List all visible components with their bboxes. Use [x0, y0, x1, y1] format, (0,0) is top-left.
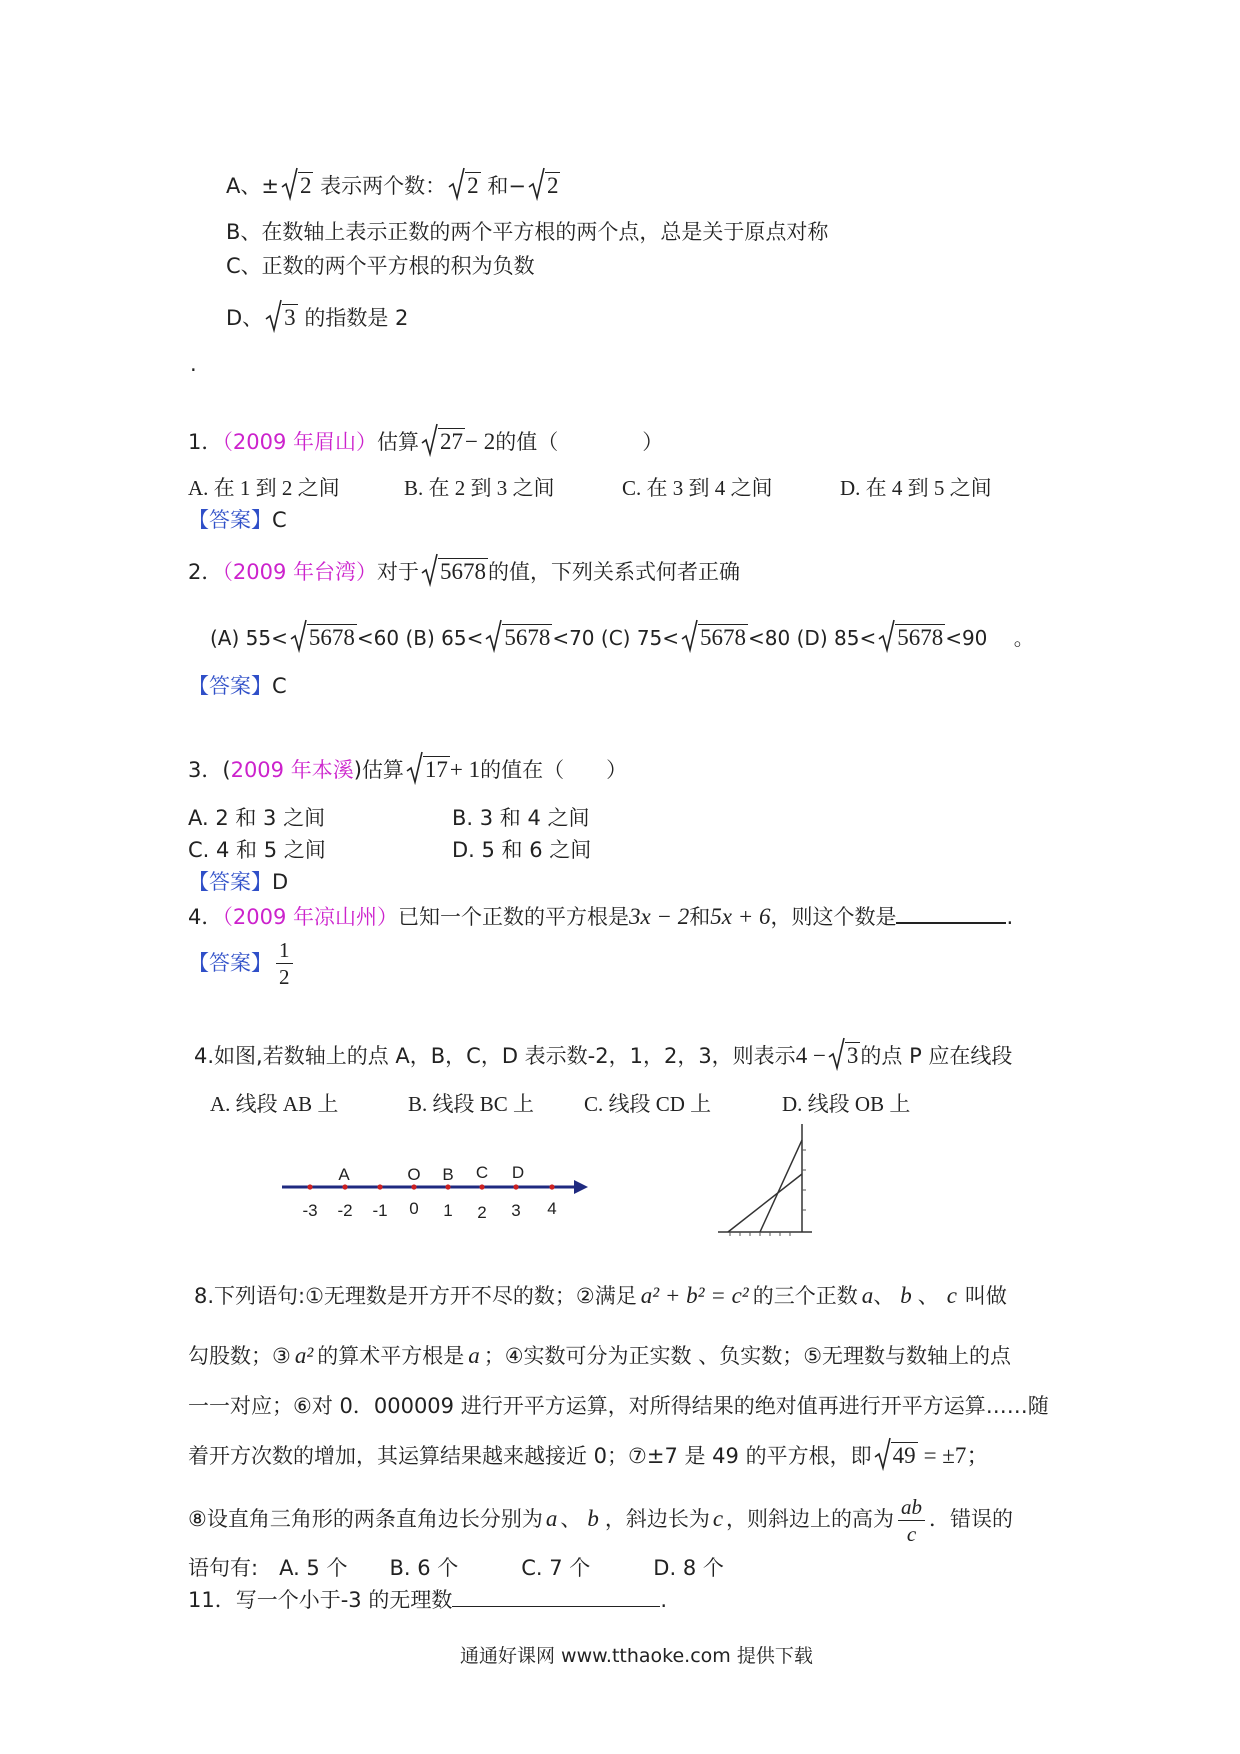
question-8-line-2: 勾股数；③ a² 的算术平方根是 a ；④实数可分为正实数 、负实数；⑤无理数与数轴上的点 [188, 1343, 1012, 1368]
question-4-answer: 【答案】 $\frac{1}{2}$ [188, 934, 297, 991]
radical-sign-icon [421, 423, 438, 457]
question-2: 2．（2009 年台湾）对于 5678的值，下列关系式何者正确 [188, 558, 740, 586]
sqrt: 2 [281, 172, 314, 200]
question-3-answer: 【答案】D [188, 870, 289, 894]
tick-label: 4 [547, 1199, 557, 1218]
point-label-d: D [511, 1163, 525, 1182]
radical-sign-icon [528, 167, 545, 201]
point-label-c: C [475, 1163, 489, 1182]
question-4: 4．（2009 年凉山州）已知一个正数的平方根是3x − 2和5x + 6，则这个数是 . [188, 900, 1013, 931]
answer-blank[interactable] [896, 900, 1006, 924]
question-8-line-3: 一一对应；⑥对 0．000009 进行开平方运算，对所得结果的绝对值再进行开平方运算……随 [188, 1394, 1049, 1418]
line-sketch-figure [710, 1120, 820, 1238]
option-c: C、正数的两个平方根的积为负数 [226, 254, 535, 278]
sketch-line [760, 1140, 802, 1232]
question-1-answer: 【答案】C [188, 508, 287, 532]
radical-sign-icon [828, 1037, 845, 1071]
radical-sign-icon [485, 619, 502, 653]
question-8-line-5: ⑧设直角三角形的两条直角边长分别为 a 、 b ，斜边长为 c ，则斜边上的高为 $\frac{ab}{c}$ ．错误的 [188, 1494, 1014, 1546]
question-3-choices-row2: C. 4 和 5 之间 D. 5 和 6 之间 [188, 838, 592, 862]
radical-sign-icon [878, 619, 895, 653]
stray-dot: . [190, 352, 197, 376]
radical-sign-icon [265, 299, 282, 333]
question-8-line-4: 着开方次数的增加，其运算结果越来越接近 0；⑦±7 是 49 的平方根，即 49 = ±7； [188, 1442, 989, 1470]
answer-fraction: $\frac{1}{2}$ [276, 937, 293, 990]
question-2-answer: 【答案】C [188, 674, 287, 698]
radical-sign-icon [406, 751, 423, 785]
tick-point [342, 1184, 347, 1189]
radical-sign-icon [448, 167, 465, 201]
question-8-line-1: 8.下列语句:①无理数是开方开不尽的数；②满足 a² + b² = c² 的三个正数 a、 b 、 c 叫做 [194, 1283, 1007, 1308]
question-1: 1．（2009 年眉山）估算 27− 2的值（ ） [188, 428, 663, 456]
tick-point [411, 1184, 416, 1189]
tick-label: 2 [477, 1203, 487, 1222]
point-label-a: A [338, 1165, 350, 1184]
tick-point [445, 1184, 450, 1189]
tick-label: -3 [302, 1201, 318, 1220]
question-1-choices: A. 在 1 到 2 之间 B. 在 2 到 3 之间 C. 在 3 到 4 之间 D. 在 4 到 5 之间 [188, 476, 992, 500]
page-footer: 通通好课网 www.tthaoke.com 提供下载 [460, 1645, 813, 1667]
tick-point [307, 1184, 312, 1189]
tick-label: 1 [443, 1201, 453, 1220]
option-b: B、在数轴上表示正数的两个平方根的两个点，总是关于原点对称 [226, 220, 829, 244]
radical-sign-icon [874, 1437, 891, 1471]
option-d: D、 3 的指数是 2 [226, 304, 408, 332]
arrow-right-icon [574, 1180, 588, 1194]
question-11: 11．写一个小于-3 的无理数 . [188, 1588, 668, 1612]
tick-point [479, 1184, 484, 1189]
tick-label: -1 [372, 1201, 388, 1220]
number-line-figure [270, 1150, 600, 1240]
radical-sign-icon [281, 167, 298, 201]
tick-label: 0 [409, 1199, 419, 1218]
radical-sign-icon [421, 553, 438, 587]
option-a: A、± 2 表示两个数： 2 和− 2 [226, 172, 560, 200]
tick-point [549, 1184, 554, 1189]
radical-sign-icon [681, 619, 698, 653]
question-2-options: (A) 55< 5678 <60 (B) 65< 5678 <70 (C) 75< 5678 <80 (D) 85< 5678 <90 。 [210, 624, 1034, 652]
question-numberline: 4.如图,若数轴上的点 A，B，C，D 表示数-2，1，2，3，则表示4 − 3的点 P 应在线段 [194, 1042, 1012, 1070]
height-fraction: $\frac{ab}{c}$ [898, 1494, 925, 1547]
point-label-b: B [442, 1165, 454, 1184]
radical-sign-icon [290, 619, 307, 653]
question-8-line-6: 语句有: A. 5 个 B. 6 个 C. 7 个 D. 8 个 [188, 1556, 724, 1580]
answer-blank[interactable] [452, 1586, 660, 1607]
sketch-line [728, 1174, 802, 1232]
tick-label: -2 [337, 1201, 353, 1220]
tick-point [377, 1184, 382, 1189]
point-label-o: O [407, 1165, 421, 1184]
question-3: 3．(2009 年本溪)估算 17+ 1的值在（ ） [188, 756, 627, 784]
tick-label: 3 [511, 1201, 521, 1220]
tick-point [513, 1184, 518, 1189]
question-numberline-choices: A. 线段 AB 上 B. 线段 BC 上 C. 线段 CD 上 D. 线段 OB 上 [210, 1092, 911, 1116]
question-3-choices-row1: A. 2 和 3 之间 B. 3 和 4 之间 [188, 806, 590, 830]
